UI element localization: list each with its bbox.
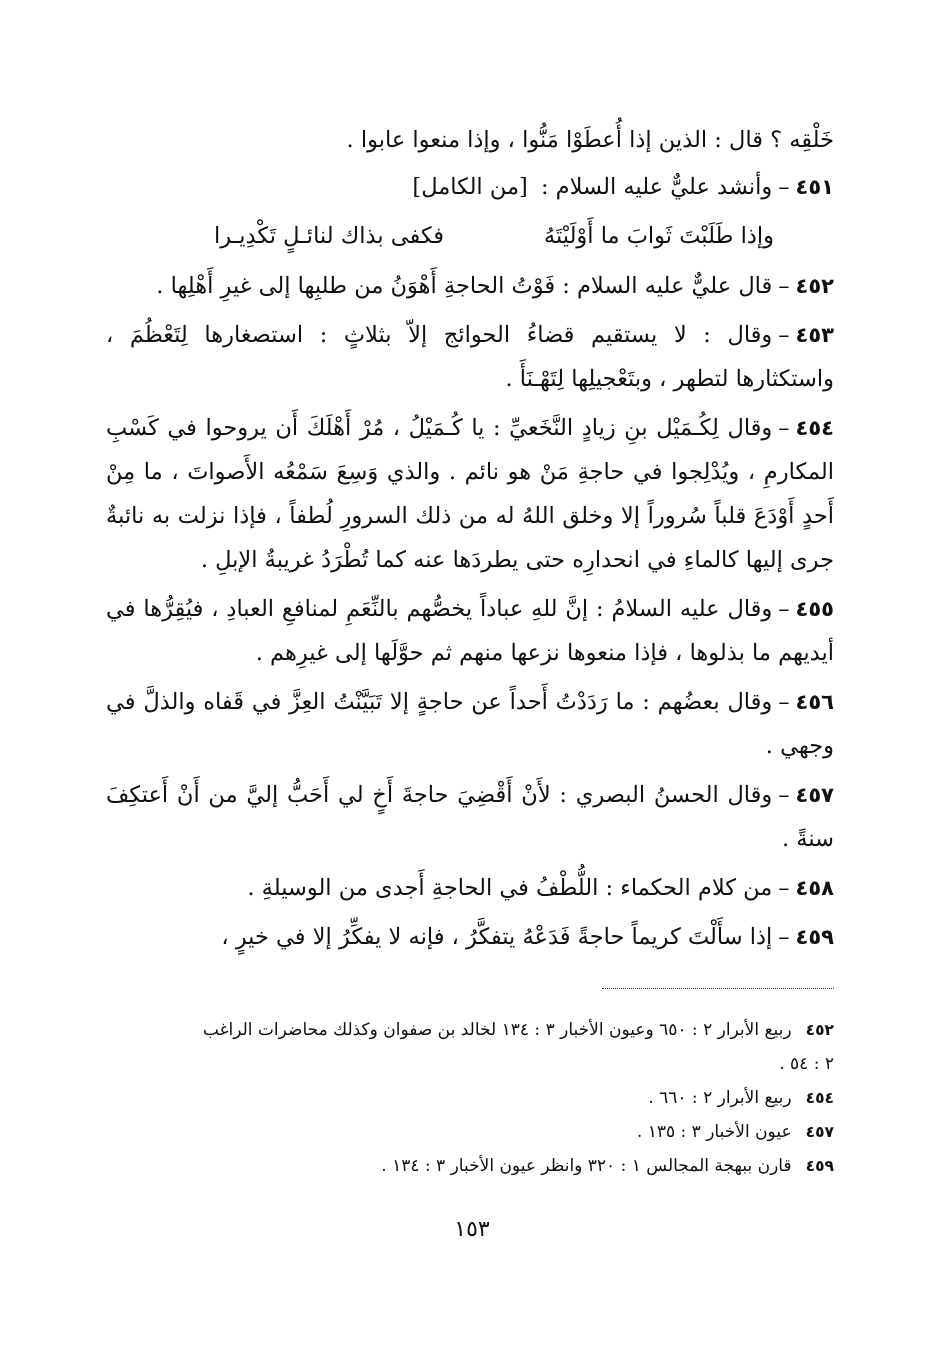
entry-number: ٤٥٨ bbox=[795, 876, 834, 900]
footnote-text: عيون الأخبار ٣ : ١٣٥ . bbox=[636, 1122, 792, 1142]
entry-454 bbox=[106, 406, 834, 582]
dash: – bbox=[778, 596, 790, 622]
entry-text: وأنشد عليٌّ عليه السلام : bbox=[540, 174, 773, 200]
footnote-continuation-text: ٢ : ٥٤ . bbox=[779, 1054, 834, 1074]
dash: – bbox=[778, 273, 790, 299]
entry-number: ٤٥٩ bbox=[795, 925, 834, 949]
entry-text: وقال لِكُـمَيْل بنِ زيادٍ النَّخَعيِّ : يا كُـمَيْلُ ، مُرْ أَهْلَكَ أَن يروحوا في كَسْبِ المكارمِ ، ويُدْلِجوا في حاجةِ مَنْ هو نائم . والذي وَسِعَ سَمْعُه الأَصواتَ ، ما مِنْ أَحدٍ أَوْدَعَ قلباً سُروراً إلا وخلق اللهُ له من ذلك السرورِ لُطفاً ، فإذا نزلت به نائبةٌ جرى إليها كالماءِ في انحدارِه حتى يطردَها عنه كما تُطْرَدُ غريبةُ الإبلِ . bbox=[106, 415, 834, 573]
footnote-452 bbox=[106, 1013, 834, 1047]
entry-number: ٤٥٣ bbox=[795, 323, 834, 347]
entry-text: قال عليٌّ عليه السلام : فَوْتُ الحاجةِ أَهْوَنُ من طلبِها إلى غيرِ أَهْلِها . bbox=[156, 273, 773, 299]
dash: – bbox=[778, 174, 790, 200]
entry-number: ٤٥٢ bbox=[795, 274, 834, 298]
footnote-459 bbox=[106, 1149, 834, 1183]
entry-text: وقال بعضُهم : ما رَدَدْتُ أَحداً عن حاجةٍ إلا تَبَيَّنْتُ العِزَّ في قَفاه والذلَّ في وجهي . bbox=[106, 689, 834, 759]
entry-number: ٤٥٤ bbox=[795, 416, 834, 440]
footnote-number: ٤٥٢ bbox=[805, 1021, 834, 1039]
footnote-text: ربيع الأبرار ٢ : ٦٦٠ . bbox=[648, 1088, 792, 1108]
entry-458 bbox=[106, 866, 834, 910]
poetic-meter: [من الكامل] bbox=[412, 174, 528, 200]
entry-457 bbox=[106, 773, 834, 861]
footnote-454 bbox=[106, 1081, 834, 1115]
footnote-number: ٤٥٤ bbox=[805, 1089, 834, 1107]
verse-second-hemistich: فكفى بذاك لنائـلٍ تَكْدِيـرا bbox=[214, 223, 445, 249]
entry-number: ٤٥١ bbox=[795, 175, 834, 199]
footnote-text: ربيع الأبرار ٢ : ٦٥٠ وعيون الأخبار ٣ : ١٣٤ لخالد بن صفوان وكذلك محاضرات الراغب bbox=[202, 1020, 792, 1040]
footnote-452-continuation bbox=[106, 1047, 834, 1081]
entry-text: وقال : لا يستقيم قضاءُ الحوائج إلاّ بثلاثٍ : استصغارها لِتَعْظُمَ ، واستكثارها لتطهر ، وبتَعْجيلِها لِتَهْـنَأَ . bbox=[106, 322, 834, 392]
main-text bbox=[106, 118, 834, 964]
footnote-457 bbox=[106, 1115, 834, 1149]
verse bbox=[214, 214, 774, 258]
entry-453 bbox=[106, 313, 834, 401]
dash: – bbox=[778, 689, 790, 715]
entry-456 bbox=[106, 680, 834, 768]
verse-first-hemistich: وإذا طَلَبْتَ ثَوابَ ما أَوْلَيْتَهُ bbox=[543, 223, 774, 249]
entry-text: وقال عليه السلامُ : إنَّ للهِ عباداً يخصُّهم بالنِّعَمِ لمنافعِ العبادِ ، فيُقِرُّها في أيديهم ما بذلوها ، فإذا منعوها نزعها منهم ثم حوَّلَها إلى غيرِهم . bbox=[106, 596, 834, 666]
entry-455 bbox=[106, 587, 834, 675]
footnotes bbox=[106, 1013, 834, 1183]
footnote-divider bbox=[602, 988, 834, 989]
footnote-number: ٤٥٧ bbox=[805, 1123, 834, 1141]
entry-451 bbox=[106, 165, 834, 209]
entry-number: ٤٥٥ bbox=[795, 597, 834, 621]
entry-452 bbox=[106, 264, 834, 308]
entry-number: ٤٥٦ bbox=[795, 690, 834, 714]
dash: – bbox=[778, 782, 790, 808]
footnote-number: ٤٥٩ bbox=[805, 1157, 834, 1175]
footnote-text: قارن ببهجة المجالس ١ : ٣٢٠ وانظر عيون الأخبار ٣ : ١٣٤ . bbox=[381, 1156, 792, 1176]
entry-459 bbox=[106, 915, 834, 959]
dash: – bbox=[778, 924, 790, 950]
continuation-line bbox=[106, 118, 834, 162]
entry-text: وقال الحسنُ البصري : لأَنْ أَقْضِيَ حاجةَ أَخٍ لي أَحَبُّ إليَّ من أَنْ أَعتكِفَ سنةً . bbox=[106, 782, 834, 852]
page-number: ١٥٣ bbox=[454, 1217, 490, 1242]
dash: – bbox=[778, 322, 790, 348]
continuation-text: خَلْقِه ؟ قال : الذين إذا أُعطَوْا مَنُّوا ، وإذا منعوا عابوا . bbox=[346, 127, 834, 153]
entry-text: إذا سأَلْتَ كريماً حاجةً فَدَعْهُ يتفكَّرُ ، فإنه لا يفكِّرُ إلا في خيرٍ ، bbox=[221, 924, 773, 950]
dash: – bbox=[778, 875, 790, 901]
dash: – bbox=[778, 415, 790, 441]
entry-number: ٤٥٧ bbox=[795, 783, 834, 807]
entry-text: من كلام الحكماء : اللُّطْفُ في الحاجةِ أَجدى من الوسيلةِ . bbox=[247, 875, 773, 901]
